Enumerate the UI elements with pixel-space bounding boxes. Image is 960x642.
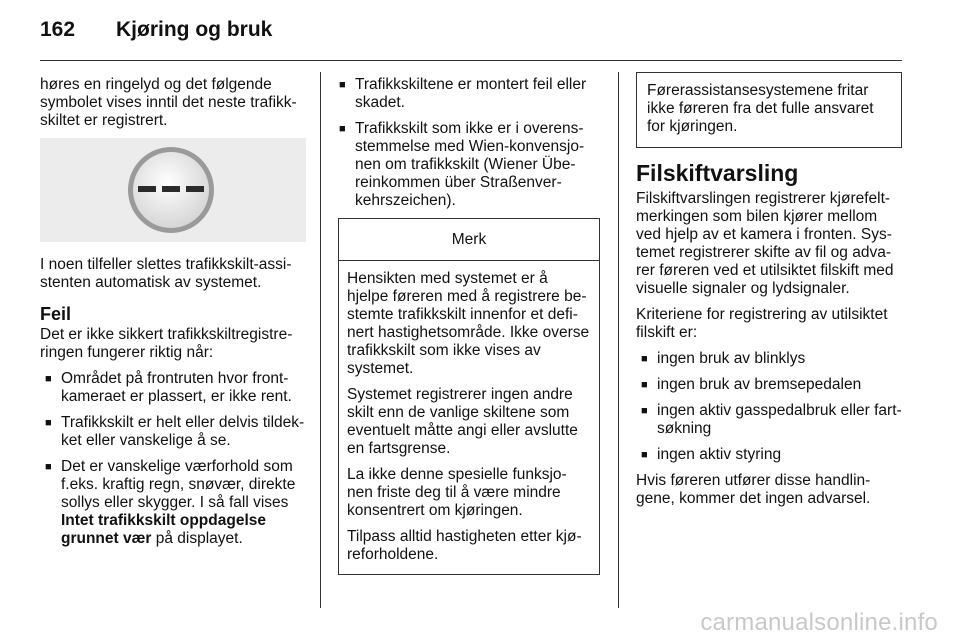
note-paragraph: Tilpass alltid hastigheten etter kjø-reforholdene. — [347, 528, 582, 563]
feil-text: Det er ikke sikkert trafikkskiltregistre-ringen fungerer riktig når: — [40, 326, 293, 361]
auto-delete-text: I noen tilfeller slettes trafikkskilt-assi-stenten automatisk av systemet. — [40, 256, 292, 291]
list-item: ■ Trafikkskiltene er montert feil eller skadet. — [338, 76, 600, 112]
section-heading: Filskiftvarsling — [636, 160, 799, 186]
note-paragraph: Hensikten med systemet er å hjelpe føreren med å registrere be-stemte trafikkskilt innenfor et defi-nert hastighetsområde. Ikke overse trafikkskilt som ikke vises av systemet. — [347, 270, 590, 377]
intro-text: høres en ringelyd og det følgende symbolet vises inntil det neste trafikk-skiltet er registrert. — [40, 76, 297, 129]
warning-box — [636, 72, 902, 148]
list-item: ■ ingen bruk av blinklys — [640, 350, 902, 368]
list-item: ■ Trafikkskilt er helt eller delvis tildek-ket eller vanskelige å se. — [44, 414, 306, 450]
note-paragraph: Systemet registrerer ingen andre skilt enn de vanlige skiltene som eventuelt måtte angi eller avslutte en fartsgrense. — [347, 386, 578, 457]
column-2 — [338, 76, 600, 575]
list-item: ■ ingen aktiv gasspedalbruk eller fart-søkning — [640, 402, 902, 438]
column-3 — [636, 76, 902, 516]
end-of-restriction-sign-icon — [122, 142, 220, 238]
note-title: Merk — [339, 218, 599, 261]
figure-end-of-restriction — [40, 138, 306, 242]
list-item: ■ ingen bruk av bremsepedalen — [640, 376, 902, 394]
feil-heading: Feil — [40, 304, 72, 324]
bullet-tail: på displayet. — [151, 530, 243, 547]
note-box — [338, 218, 600, 575]
column-divider-2 — [618, 72, 619, 608]
note-paragraph: La ikke denne spesielle funksjo-nen friste deg til å være mindre konsentrert om kjøringen. — [347, 466, 567, 519]
bullet-text: Det er vanskelige værforhold som f.eks. kraftig regn, snøvær, direkte sollys eller skygger. I så fall vises — [61, 458, 296, 511]
list-item: ■ Trafikkskilt som ikke er i overens-stemmelse med Wien-konvensjo-nen om trafikkskilt (Wiener Übe-reinkommen über Straßenver-kehrszeichen). — [338, 120, 600, 210]
display-message: Intet trafikkskilt oppdagelse grunnet vær — [61, 512, 266, 547]
column-divider-1 — [320, 72, 321, 608]
list-item: ■ Området på frontruten hvor front-kameraet er plassert, er ikke rent. — [44, 370, 306, 406]
list-item: ■ ingen aktiv styring — [640, 446, 902, 464]
watermark: carmanualsonline.info — [700, 609, 938, 636]
section-paragraph: Filskiftvarslingen registrerer kjørefelt-merkingen som bilen kjører mellom ved hjelp av et kamera i fronten. Sys-temet registrerer skifte av fil og adva-rer føreren ved et utilsiktet filskift med visuelle signaler og lydsignaler. — [636, 190, 894, 297]
header-rule — [40, 60, 902, 61]
list-item — [44, 458, 306, 548]
column-1 — [40, 76, 306, 556]
page-number: 162 — [40, 18, 76, 41]
chapter-title: Kjøring og bruk — [116, 18, 273, 41]
section-paragraph: Hvis føreren utfører disse handlin-gene, kommer det ingen advarsel. — [636, 472, 871, 507]
section-paragraph: Kriteriene for registrering av utilsiktet filskift er: — [636, 306, 888, 341]
warning-text: Førerassistansesystemene fritar ikke føreren fra det fulle ansvaret for kjøringen. — [647, 82, 874, 135]
note-body — [339, 261, 599, 574]
